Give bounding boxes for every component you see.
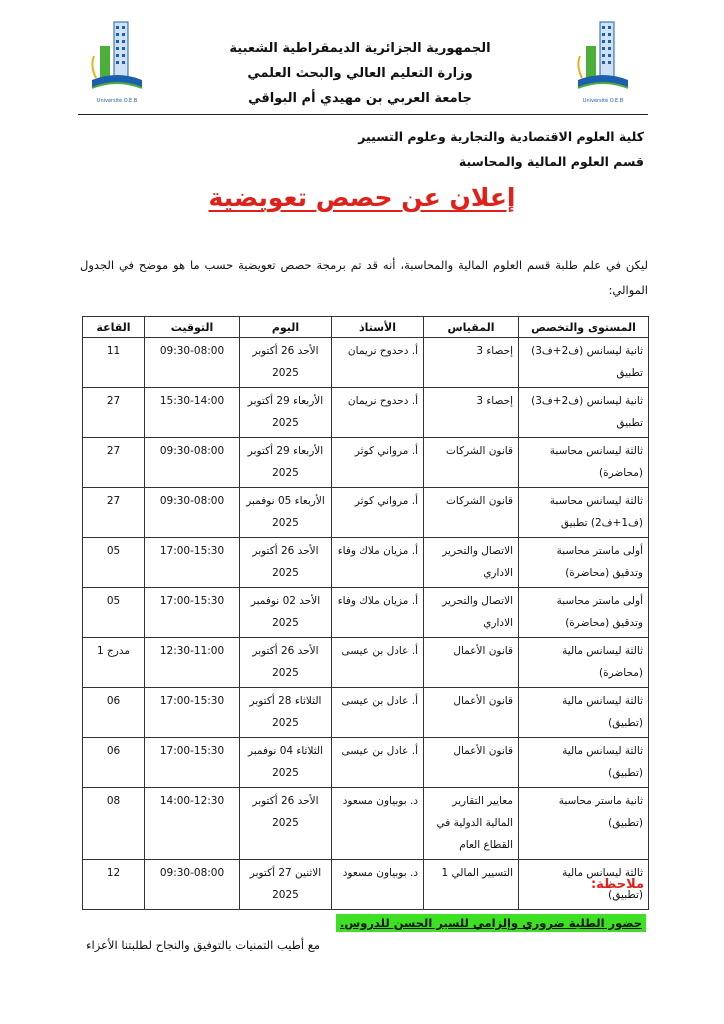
cell-level: ثالثة ليسانس مالية (تطبيق)	[519, 738, 649, 788]
attendance-note: حضور الطلبة ضروري وإلزامي للسير الحسن للدروس.	[336, 914, 646, 932]
cell-day: الأحد 26 أكتوبر 2025	[240, 638, 332, 688]
cell-day: الأحد 26 أكتوبر 2025	[240, 338, 332, 388]
cell-professor: أ. مزيان ملاك وفاء	[332, 538, 424, 588]
cell-day: الأربعاء 29 أكتوبر 2025	[240, 388, 332, 438]
cell-professor: أ. دحدوح نريمان	[332, 388, 424, 438]
cell-room: 06	[83, 738, 145, 788]
cell-time: 09:30-08:00	[159, 345, 225, 357]
cell-time: 15:30-14:00	[159, 395, 225, 407]
cell-time: 09:30-08:00	[159, 445, 225, 457]
cell-level: ثالثة ليسانس مالية (تطبيق)	[519, 860, 649, 910]
department-name: قسم العلوم المالية والمحاسبة	[458, 154, 644, 169]
cell-level: ثانية ليسانس (ف2+ف3) تطبيق	[519, 338, 649, 388]
table-row	[83, 788, 649, 860]
table-row	[83, 738, 649, 788]
header-time: التوقيت	[145, 317, 240, 338]
cell-time: 17:00-15:30	[159, 545, 225, 557]
table-row	[83, 438, 649, 488]
cell-day: الاثنين 27 أكتوبر 2025	[240, 860, 332, 910]
cell-room: 08	[83, 788, 145, 860]
faculty-name: كلية العلوم الاقتصادية والتجارية وعلوم التسيير	[358, 129, 644, 144]
cell-professor: أ. عادل بن عيسى	[332, 738, 424, 788]
university-logo-left	[84, 16, 150, 108]
cell-day: الأربعاء 29 أكتوبر 2025	[240, 438, 332, 488]
cell-room: مدرج 1	[83, 638, 145, 688]
header-level: المستوى والتخصص	[519, 317, 649, 338]
cell-time: 12:30-11:00	[159, 645, 225, 657]
cell-subject: قانون الأعمال	[424, 738, 519, 788]
cell-subject: التسيير المالي 1	[424, 860, 519, 910]
note-label: ملاحظة:	[590, 877, 644, 892]
header-day: اليوم	[240, 317, 332, 338]
cell-room: 11	[83, 338, 145, 388]
cell-level: ثالثة ليسانس مالية (محاضرة)	[519, 638, 649, 688]
cell-time: 17:00-15:30	[159, 745, 225, 757]
cell-level: ثالثة ليسانس محاسبة (ف1+ف2) تطبيق	[519, 488, 649, 538]
cell-level: ثالثة ليسانس مالية (تطبيق)	[519, 688, 649, 738]
faculty-block	[358, 124, 644, 174]
cell-level: أولى ماستر محاسبة وتدقيق (محاضرة)	[519, 538, 649, 588]
cell-room: 27	[83, 488, 145, 538]
header-professor: الأستاذ	[332, 317, 424, 338]
logo-caption: Université O.E.B	[96, 98, 138, 104]
cell-professor: د. بوبياون مسعود	[332, 788, 424, 860]
cell-professor: أ. مرواني كوثر	[332, 438, 424, 488]
header-subject: المقياس	[424, 317, 519, 338]
cell-room: 27	[83, 438, 145, 488]
cell-room: 06	[83, 688, 145, 738]
cell-day: الأحد 26 أكتوبر 2025	[240, 788, 332, 860]
cell-day: الثلاثاء 04 نوفمبر 2025	[240, 738, 332, 788]
cell-room: 12	[83, 860, 145, 910]
cell-subject: قانون الأعمال	[424, 688, 519, 738]
table-row	[83, 538, 649, 588]
table-row	[83, 388, 649, 438]
cell-time: 09:30-08:00	[159, 495, 225, 507]
cell-room: 05	[83, 538, 145, 588]
cell-subject: قانون الأعمال	[424, 638, 519, 688]
university-name: جامعة العربي بن مهيدي أم البواقي	[248, 91, 472, 106]
cell-day: الأحد 26 أكتوبر 2025	[240, 538, 332, 588]
schedule-table	[82, 316, 649, 910]
cell-subject: الاتصال والتحرير الاداري	[424, 588, 519, 638]
table-row	[83, 688, 649, 738]
university-logo-right	[570, 16, 636, 108]
table-row	[83, 638, 649, 688]
table-header-row	[83, 317, 649, 338]
cell-professor: أ. عادل بن عيسى	[332, 638, 424, 688]
official-header	[220, 36, 500, 111]
cell-level: ثالثة ليسانس محاسبة (محاضرة)	[519, 438, 649, 488]
cell-time: 17:00-15:30	[159, 595, 225, 607]
ministry-name: وزارة التعليم العالي والبحث العلمي	[247, 66, 473, 81]
logo-caption: Université O.E.B	[582, 98, 624, 104]
cell-subject: إحصاء 3	[424, 388, 519, 438]
cell-subject: قانون الشركات	[424, 488, 519, 538]
cell-subject: قانون الشركات	[424, 438, 519, 488]
announcement-title: إعلان عن حصص تعويضية	[208, 183, 516, 212]
cell-professor: أ. مزيان ملاك وفاء	[332, 588, 424, 638]
cell-room: 27	[83, 388, 145, 438]
header-divider	[78, 114, 648, 115]
closing-wishes: مع أطيب التمنيات بالتوفيق والنجاح لطلبتنا الأعزاء	[86, 938, 320, 952]
cell-professor: أ. مرواني كوثر	[332, 488, 424, 538]
table-row	[83, 588, 649, 638]
cell-day: الثلاثاء 28 أكتوبر 2025	[240, 688, 332, 738]
cell-time: 09:30-08:00	[159, 867, 225, 879]
cell-room: 05	[83, 588, 145, 638]
cell-day: الأربعاء 05 نوفمبر 2025	[240, 488, 332, 538]
cell-subject: إحصاء 3	[424, 338, 519, 388]
cell-time: 17:00-15:30	[159, 695, 225, 707]
cell-professor: أ. دحدوح نريمان	[332, 338, 424, 388]
cell-subject: معايير التقارير المالية الدولية في القطاع العام	[424, 788, 519, 860]
cell-level: أولى ماستر محاسبة وتدقيق (محاضرة)	[519, 588, 649, 638]
cell-level: ثانية ماستر محاسبة (تطبيق)	[519, 788, 649, 860]
cell-professor: د. بوبياون مسعود	[332, 860, 424, 910]
table-row	[83, 488, 649, 538]
cell-professor: أ. عادل بن عيسى	[332, 688, 424, 738]
intro-paragraph: ليكن في علم طلبة قسم العلوم المالية والمحاسبة، أنه قد تم برمجة حصص تعويضية حسب ما هو موضح في الجدول الموالي:	[80, 258, 648, 297]
cell-level: ثانية ليسانس (ف2+ف3) تطبيق	[519, 388, 649, 438]
table-row	[83, 860, 649, 910]
table-row	[83, 338, 649, 388]
cell-time: 14:00-12:30	[159, 795, 225, 807]
header-room: القاعة	[83, 317, 145, 338]
cell-day: الأحد 02 نوفمبر 2025	[240, 588, 332, 638]
country-name: الجمهورية الجزائرية الديمقراطية الشعبية	[229, 41, 491, 56]
cell-subject: الاتصال والتحرير الاداري	[424, 538, 519, 588]
